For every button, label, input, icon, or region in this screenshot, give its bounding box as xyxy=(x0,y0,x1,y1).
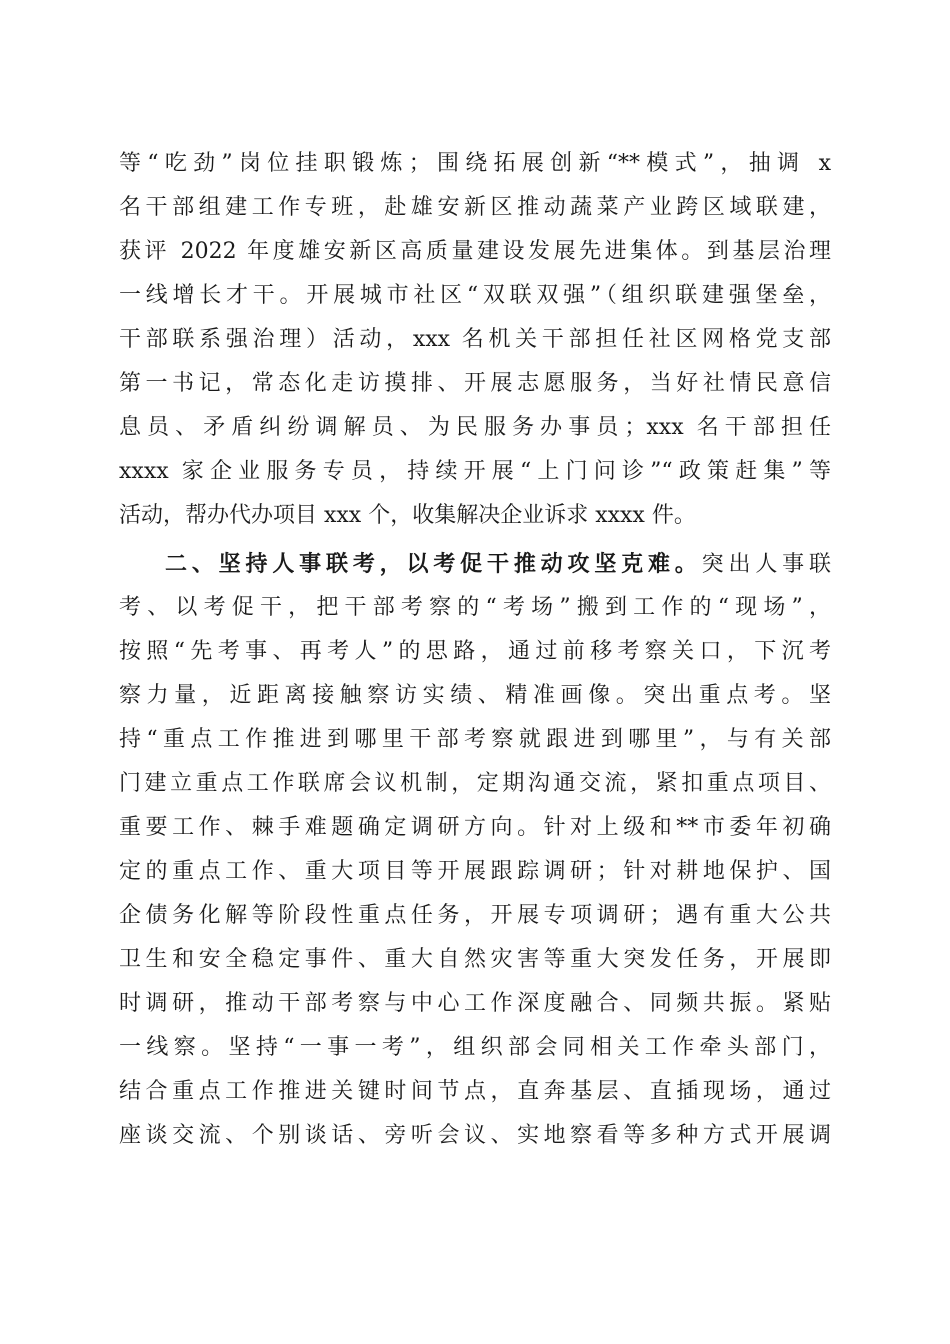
paragraph-line: 门建立重点工作联席会议机制，定期沟通交流，紧扣重点项目、 xyxy=(119,771,831,796)
paragraph-line: 持“重点工作推进到哪里干部考察就跟进到哪里”，与有关部 xyxy=(119,727,831,752)
paragraph-line: 定的重点工作、重大项目等开展跟踪调研；针对耕地保护、国 xyxy=(119,859,831,884)
paragraph-line: 座谈交流、个别谈话、旁听会议、实地察看等多种方式开展调 xyxy=(119,1123,831,1148)
paragraph-line: 等“吃劲”岗位挂职锻炼；围绕拓展创新“**模式”，抽调 x xyxy=(119,151,831,176)
paragraph-line: 干部联系强治理）活动，xxx 名机关干部担任社区网格党支部 xyxy=(119,327,831,352)
paragraph-line: xxxx 家企业服务专员，持续开展“上门问诊”“政策赶集”等 xyxy=(119,459,831,484)
section-heading: 二、坚持人事联考，以考促干推动攻坚克难。 xyxy=(165,551,702,577)
paragraph-line: 息员、矛盾纠纷调解员、为民服务办事员；xxx 名干部担任 xyxy=(119,415,831,440)
paragraph-line: 企债务化解等阶段性重点任务，开展专项调研；遇有重大公共 xyxy=(119,903,831,928)
paragraph-line: 察力量，近距离接触察访实绩、精准画像。突出重点考。坚 xyxy=(119,683,831,708)
paragraph-line: 时调研，推动干部考察与中心工作深度融合、同频共振。紧贴 xyxy=(119,991,831,1016)
paragraph-line: 活动，帮办代办项目 xxx 个，收集解决企业诉求 xxxx 件。 xyxy=(119,503,696,528)
paragraph-line: 第一书记，常态化走访摸排、开展志愿服务，当好社情民意信 xyxy=(119,371,831,396)
paragraph-line: 卫生和安全稳定事件、重大自然灾害等重大突发任务，开展即 xyxy=(119,947,831,972)
section-heading-tail: 突出人事联 xyxy=(701,552,831,577)
paragraph-line: 获评 2022 年度雄安新区高质量建设发展先进集体。到基层治理 xyxy=(119,239,831,264)
paragraph-line: 结合重点工作推进关键时间节点，直奔基层、直插现场，通过 xyxy=(119,1079,831,1104)
paragraph-line: 重要工作、棘手难题确定调研方向。针对上级和**市委年初确 xyxy=(119,815,831,840)
paragraph-line: 按照“先考事、再考人”的思路，通过前移考察关口，下沉考 xyxy=(119,639,831,664)
section-heading-line xyxy=(165,542,831,586)
paragraph-line: 名干部组建工作专班，赴雄安新区推动蔬菜产业跨区域联建， xyxy=(119,195,831,220)
paragraph-line: 考、以考促干，把干部考察的“考场”搬到工作的“现场”， xyxy=(119,595,831,620)
paragraph-line: 一线察。坚持“一事一考”，组织部会同相关工作牵头部门， xyxy=(119,1035,831,1060)
paragraph-line: 一线增长才干。开展城市社区“双联双强”（组织联建强堡垒， xyxy=(119,283,831,308)
